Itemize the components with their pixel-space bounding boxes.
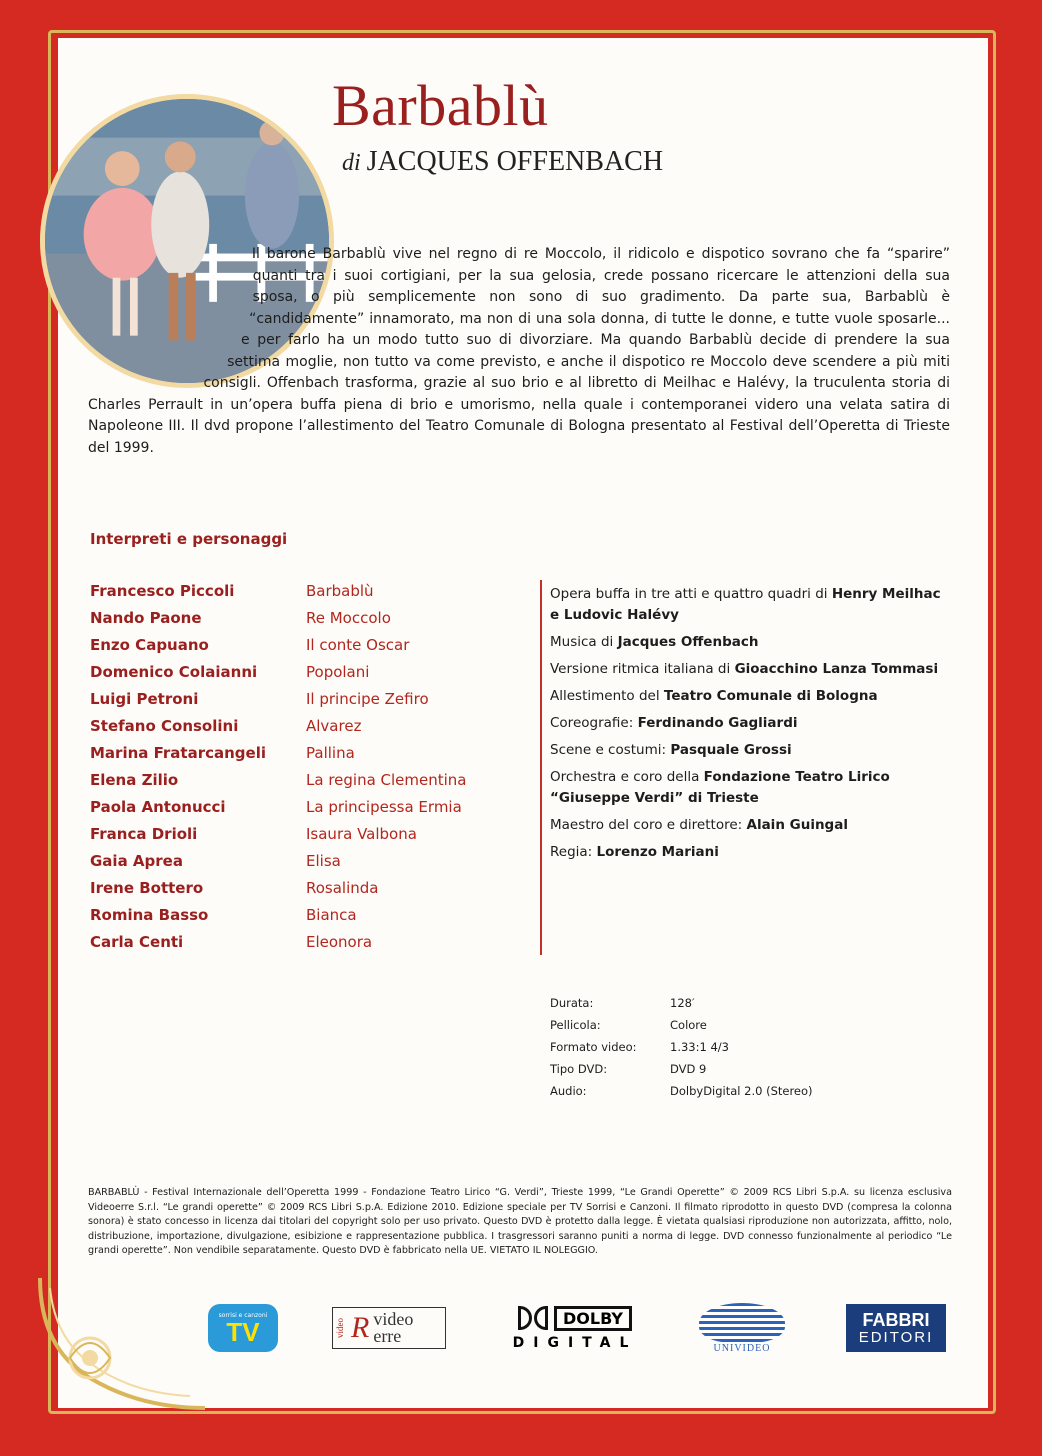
spec-label: Formato video:	[550, 1040, 637, 1054]
column-divider	[540, 580, 542, 955]
spec-value: DolbyDigital 2.0 (Stereo)	[670, 1084, 813, 1098]
tv-big-text: TV	[226, 1316, 260, 1347]
cast-role: Rosalinda	[306, 879, 379, 897]
composer-name: JACQUES OFFENBACH	[366, 146, 664, 177]
credit-value: Alain Guingal	[746, 817, 848, 833]
credit-line	[550, 815, 950, 836]
videoerre-side-text: video	[335, 1318, 345, 1338]
logo-strip	[200, 1296, 960, 1366]
credit-value: Jacques Offenbach	[617, 634, 759, 650]
cast-row	[90, 690, 530, 717]
videoerre-r: R	[351, 1311, 370, 1344]
dolby-digital-logo	[505, 1296, 645, 1360]
cast-actor: Elena Zilio	[90, 771, 179, 789]
cast-actor: Marina Fratarcangeli	[90, 744, 266, 762]
cast-actor: Romina Basso	[90, 906, 209, 924]
tv-sorrisi-logo	[205, 1296, 281, 1360]
spec-value: Colore	[670, 1018, 707, 1032]
corner-ornament	[30, 1268, 210, 1418]
spec-value: 1.33:1 4/3	[670, 1040, 729, 1054]
cast-role: Isaura Valbona	[306, 825, 417, 843]
spec-row	[550, 1040, 813, 1062]
cast-role: Re Moccolo	[306, 609, 391, 627]
cast-role: Alvarez	[306, 717, 362, 735]
fabbri-line-1: FABBRI	[862, 1309, 930, 1330]
cast-row	[90, 582, 530, 609]
videoerre-text	[373, 1311, 413, 1345]
cast-role: Elisa	[306, 852, 341, 870]
double-d-icon	[518, 1306, 548, 1330]
credit-label: Regia:	[550, 844, 593, 860]
spec-label: Pellicola:	[550, 1018, 601, 1032]
cast-actor: Irene Bottero	[90, 879, 204, 897]
title: Barbablù	[332, 73, 549, 138]
cast-actor: Carla Centi	[90, 933, 184, 951]
spec-label: Durata:	[550, 996, 594, 1010]
credit-value: Gioacchino Lanza Tommasi	[734, 661, 939, 677]
credit-line	[550, 659, 950, 680]
cast-role: La principessa Ermia	[306, 798, 462, 816]
production-credits	[550, 584, 950, 869]
cast-actor: Domenico Colaianni	[90, 663, 258, 681]
fabbri-editori-logo	[845, 1296, 947, 1360]
cast-actor: Enzo Capuano	[90, 636, 209, 654]
credit-label: Opera buffa in tre atti e quattro quadri di	[550, 586, 828, 602]
credit-value: Pasquale Grossi	[670, 742, 792, 758]
credit-value: Teatro Comunale di Bologna	[663, 688, 878, 704]
cast-row	[90, 744, 530, 771]
cast-row	[90, 906, 530, 933]
cast-row	[90, 609, 530, 636]
cast-role: Il conte Oscar	[306, 636, 410, 654]
cast-row	[90, 798, 530, 825]
spec-label: Audio:	[550, 1084, 587, 1098]
credit-value: Ferdinando Gagliardi	[637, 715, 798, 731]
synopsis-text: Il barone Barbablù vive nel regno di re Moccolo, il ridicolo e dispotico sovrano che fa “sparire” quanti tra i suoi cortigiani, per la sua gelosia, crede possano ricercare le attenzioni della sua sposa, o più semplicemente non sono di suo gradimento. Da parte sua, Barbablù è “candidamente” innamorato, ma non di una sola donna, di tutte le donne, e tutte vuole sposarle... e per farlo ha un modo tutto suo di divorziare. Ma quando Barbablù decide di prendere la sua settima moglie, non tutto va come previsto, e anche il dispotico re Moccolo deve scendere a più miti consigli. Offenbach trasforma, grazie al suo brio e al libretto di Meilhac e Halévy, la truculenta storia di Charles Perrault in un’opera buffa piena di brio e umorismo, nella quale i contemporanei videro una velata satira di Napoleone III. Il dvd propone l’allestimento del Teatro Comunale di Bologna presentato al Festival dell’Operetta di Trieste del 1999.	[88, 246, 950, 456]
cast-list	[90, 582, 530, 960]
credit-label: Versione ritmica italiana di	[550, 661, 731, 677]
cast-role: La regina Clementina	[306, 771, 467, 789]
credit-label: Maestro del coro e direttore:	[550, 817, 743, 833]
cast-row	[90, 852, 530, 879]
cast-actor: Paola Antonucci	[90, 798, 226, 816]
cast-role: Bianca	[306, 906, 357, 924]
cast-row	[90, 825, 530, 852]
credit-line	[550, 842, 950, 863]
cast-actor: Francesco Piccoli	[90, 582, 235, 600]
credit-label: Orchestra e coro della	[550, 769, 700, 785]
cast-role: Il principe Zefiro	[306, 690, 429, 708]
spec-row	[550, 1018, 813, 1040]
credit-line	[550, 713, 950, 734]
dolby-digital-word: DIGITAL	[512, 1334, 638, 1351]
cast-row	[90, 879, 530, 906]
videoerre-box	[332, 1307, 446, 1349]
fabbri-box	[846, 1304, 946, 1352]
cast-heading: Interpreti e personaggi	[90, 530, 288, 548]
tv-small-text: sorrisi e canzoni	[218, 1311, 268, 1319]
synopsis	[88, 244, 950, 459]
cast-row	[90, 933, 530, 960]
cast-row	[90, 636, 530, 663]
videoerre-word-2: erre	[373, 1326, 402, 1346]
credit-line	[550, 740, 950, 761]
univideo-text: UNIVIDEO	[713, 1342, 771, 1354]
credit-line	[550, 632, 950, 653]
cast-actor: Franca Drioli	[90, 825, 198, 843]
technical-specs	[550, 996, 813, 1106]
cast-actor: Stefano Consolini	[90, 717, 239, 735]
cast-role: Barbablù	[306, 582, 374, 600]
cast-actor: Luigi Petroni	[90, 690, 199, 708]
dolby-word: DOLBY	[554, 1306, 632, 1331]
cast-row	[90, 663, 530, 690]
spec-value: 128′	[670, 996, 695, 1010]
tv-badge	[208, 1304, 278, 1352]
cast-row	[90, 717, 530, 744]
univideo-globe-icon	[699, 1303, 785, 1343]
univideo-logo	[696, 1296, 788, 1360]
cast-row	[90, 771, 530, 798]
cast-actor: Nando Paone	[90, 609, 202, 627]
spec-value: DVD 9	[670, 1062, 707, 1076]
cast-role: Popolani	[306, 663, 370, 681]
spec-row	[550, 1084, 813, 1106]
cast-actor: Gaia Aprea	[90, 852, 183, 870]
credit-line	[550, 584, 950, 626]
spec-row	[550, 1062, 813, 1084]
videoerre-word-1: video	[373, 1309, 414, 1329]
credit-line	[550, 686, 950, 707]
credit-label: Coreografie:	[550, 715, 634, 731]
cast-role: Eleonora	[306, 933, 373, 951]
subtitle	[342, 146, 663, 178]
credit-label: Musica di	[550, 634, 614, 650]
credit-label: Allestimento del	[550, 688, 660, 704]
credit-value: Henry Meilhac e Ludovic Halévy	[550, 586, 941, 623]
cast-role: Pallina	[306, 744, 355, 762]
legal-notice: BARBABLÙ - Festival Internazionale dell’Operetta 1999 - Fondazione Teatro Lirico “G. Verdi”, Trieste 1999, “Le Grandi Operette” © 2009 RCS Libri S.p.A. su licenza esclusiva Videoerre S.r.l. “Le grandi operette” © 2009 RCS Libri S.p.A. Edizione 2010. Edizione speciale per TV Sorrisi e Canzoni. Il filmato riprodotto in questo DVD (compresa la colonna sonora) è stato concesso in licenza dai titolari del copyright solo per uso privato. Questo DVD è protetto dalla legge. È vietata qualsiasi riproduzione non autorizzata, affitto, nolo, distribuzione, importazione, divulgazione, esibizione e rappresentazione pubblica. I trasgressori saranno puniti a norma di legge. DVD connesso funzionalmente al periodico “Le grandi operette”. Non vendibile separatamente. Questo DVD è fabbricato nella UE. VIETATO IL NOLEGGIO.	[88, 1187, 952, 1256]
spec-label: Tipo DVD:	[550, 1062, 608, 1076]
credit-value: Lorenzo Mariani	[596, 844, 719, 860]
dolby-top	[518, 1306, 632, 1331]
credit-label: Scene e costumi:	[550, 742, 667, 758]
credit-line	[550, 767, 950, 809]
subtitle-prefix: di	[342, 150, 361, 176]
videoerre-logo	[330, 1296, 448, 1360]
fabbri-line-2: EDITORI	[858, 1328, 934, 1346]
spec-row	[550, 996, 813, 1018]
credit-value: Fondazione Teatro Lirico “Giuseppe Verdi” di Trieste	[550, 769, 890, 806]
